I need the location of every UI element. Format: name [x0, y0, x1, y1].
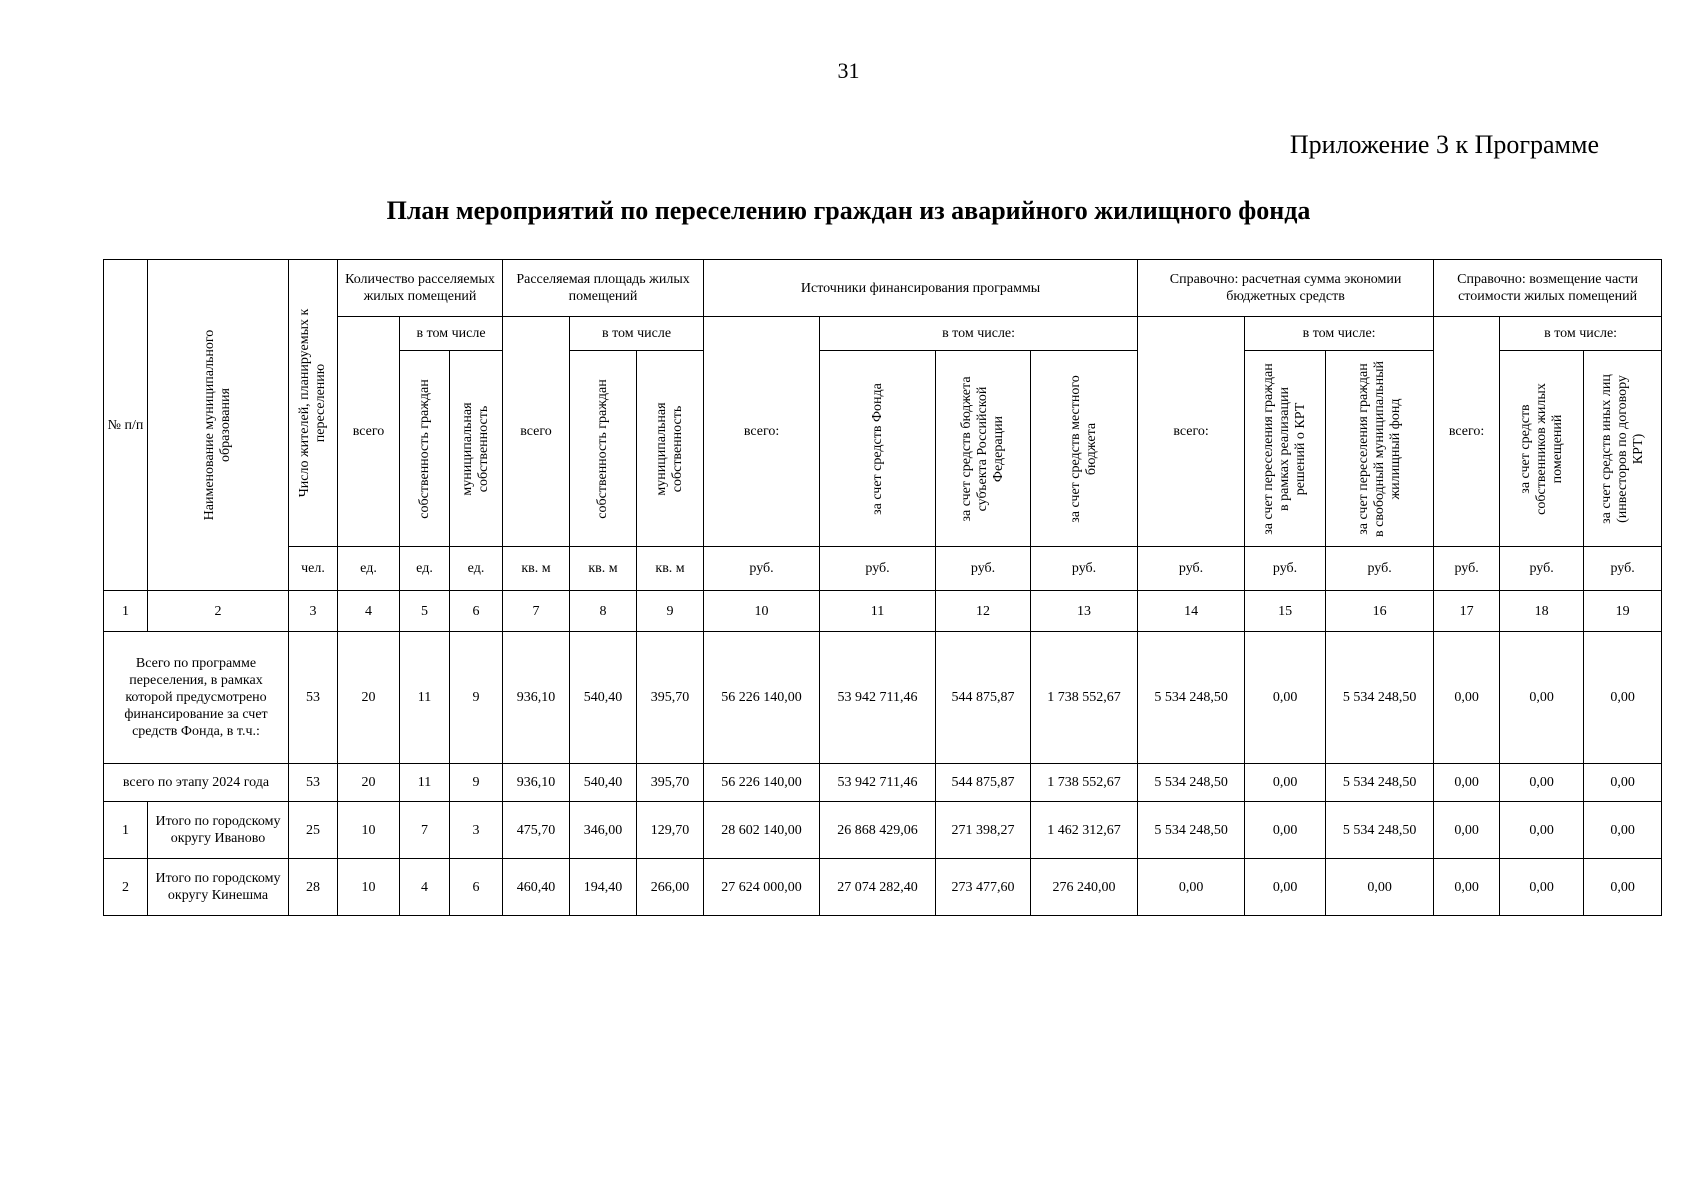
header-area-group: Расселяемая площадь жилых помещений [503, 260, 704, 317]
cell-value: 53 942 711,46 [820, 764, 936, 802]
cell-value: 0,00 [1584, 802, 1662, 859]
header-count-citizens: собственность граждан [400, 351, 450, 547]
column-number: 10 [704, 591, 820, 632]
header-compensation-group: Справочно: возмещение части стоимости жилых помещений [1434, 260, 1662, 317]
row-number: 2 [104, 859, 148, 916]
cell-value: 20 [338, 764, 400, 802]
unit-cell: руб. [1326, 547, 1434, 591]
table-row [104, 859, 1662, 916]
header-area-including: в том числе [570, 317, 704, 351]
unit-cell: руб. [1584, 547, 1662, 591]
column-number: 15 [1245, 591, 1326, 632]
unit-cell: ед. [338, 547, 400, 591]
header-area-citizens: собственность граждан [570, 351, 637, 547]
cell-value: 56 226 140,00 [704, 764, 820, 802]
cell-value: 271 398,27 [936, 802, 1031, 859]
cell-value: 266,00 [637, 859, 704, 916]
cell-value: 0,00 [1434, 632, 1500, 764]
column-number: 16 [1326, 591, 1434, 632]
unit-cell: кв. м [637, 547, 704, 591]
unit-cell: руб. [704, 547, 820, 591]
unit-cell: руб. [936, 547, 1031, 591]
row-municipality: Итого по городскому округу Иваново [148, 802, 289, 859]
header-count-including: в том числе [400, 317, 503, 351]
row-label: всего по этапу 2024 года [104, 764, 289, 802]
cell-value: 0,00 [1434, 802, 1500, 859]
header-area-municipal: муниципальная собственность [637, 351, 704, 547]
cell-value: 129,70 [637, 802, 704, 859]
header-comp-including: в том числе: [1500, 317, 1662, 351]
header-economy-group: Справочно: расчетная сумма экономии бюджетных средств [1138, 260, 1434, 317]
unit-cell: ед. [400, 547, 450, 591]
units-row [104, 547, 1662, 591]
column-number: 2 [148, 591, 289, 632]
cell-value: 5 534 248,50 [1326, 764, 1434, 802]
cell-value: 27 624 000,00 [704, 859, 820, 916]
unit-cell: кв. м [570, 547, 637, 591]
cell-value: 25 [289, 802, 338, 859]
cell-value: 544 875,87 [936, 632, 1031, 764]
cell-value: 5 534 248,50 [1138, 632, 1245, 764]
cell-value: 53 [289, 632, 338, 764]
header-count-group: Количество расселяемых жилых помещений [338, 260, 503, 317]
header-no: № п/п [104, 260, 148, 591]
unit-cell: ед. [450, 547, 503, 591]
cell-value: 5 534 248,50 [1138, 802, 1245, 859]
header-subject-budget: за счет средств бюджета субъекта Российской Федерации [936, 351, 1031, 547]
cell-value: 1 738 552,67 [1031, 764, 1138, 802]
cell-value: 26 868 429,06 [820, 802, 936, 859]
column-number: 5 [400, 591, 450, 632]
column-number: 14 [1138, 591, 1245, 632]
page-number: 31 [837, 58, 860, 83]
cell-value: 540,40 [570, 764, 637, 802]
unit-cell: руб. [1245, 547, 1326, 591]
cell-value: 9 [450, 764, 503, 802]
column-number: 13 [1031, 591, 1138, 632]
cell-value: 28 [289, 859, 338, 916]
cell-value: 53 [289, 764, 338, 802]
unit-cell: чел. [289, 547, 338, 591]
cell-value: 0,00 [1584, 764, 1662, 802]
header-residents: Число жителей, планируемых к переселению [289, 260, 338, 547]
cell-value: 11 [400, 764, 450, 802]
column-numbers-row [104, 591, 1662, 632]
cell-value: 1 462 312,67 [1031, 802, 1138, 859]
table-row [104, 632, 1662, 764]
column-number: 18 [1500, 591, 1584, 632]
unit-cell: руб. [1500, 547, 1584, 591]
header-free-fund: за счет переселения граждан в свободный муниципальный жилищный фонд [1326, 351, 1434, 547]
cell-value: 4 [400, 859, 450, 916]
cell-value: 395,70 [637, 764, 704, 802]
column-number: 8 [570, 591, 637, 632]
header-krt: за счет переселения граждан в рамках реализации решений о КРТ [1245, 351, 1326, 547]
column-number: 3 [289, 591, 338, 632]
cell-value: 0,00 [1500, 632, 1584, 764]
cell-value: 9 [450, 632, 503, 764]
cell-value: 0,00 [1434, 764, 1500, 802]
cell-value: 56 226 140,00 [704, 632, 820, 764]
cell-value: 53 942 711,46 [820, 632, 936, 764]
cell-value: 0,00 [1245, 802, 1326, 859]
cell-value: 0,00 [1245, 859, 1326, 916]
column-number: 6 [450, 591, 503, 632]
cell-value: 27 074 282,40 [820, 859, 936, 916]
header-count-total: всего [338, 317, 400, 547]
cell-value: 0,00 [1245, 632, 1326, 764]
header-investors: за счет средств иных лиц (инвесторов по договору КРТ) [1584, 351, 1662, 547]
row-label: Всего по программе переселения, в рамках которой предусмотрено финансирование за счет средств Фонда, в т.ч.: [104, 632, 289, 764]
resettlement-plan-table [103, 259, 1662, 916]
unit-cell: руб. [1031, 547, 1138, 591]
cell-value: 276 240,00 [1031, 859, 1138, 916]
cell-value: 936,10 [503, 632, 570, 764]
unit-cell: руб. [1138, 547, 1245, 591]
cell-value: 395,70 [637, 632, 704, 764]
header-econ-including: в том числе: [1245, 317, 1434, 351]
unit-cell: кв. м [503, 547, 570, 591]
column-number: 1 [104, 591, 148, 632]
header-area-total: всего [503, 317, 570, 547]
cell-value: 544 875,87 [936, 764, 1031, 802]
row-municipality: Итого по городскому округу Кинешма [148, 859, 289, 916]
cell-value: 346,00 [570, 802, 637, 859]
header-financing-group: Источники финансирования программы [704, 260, 1138, 317]
cell-value: 540,40 [570, 632, 637, 764]
cell-value: 194,40 [570, 859, 637, 916]
appendix-label: Приложение 3 к Программе [1289, 130, 1599, 159]
cell-value: 5 534 248,50 [1326, 802, 1434, 859]
table-row [104, 802, 1662, 859]
column-number: 11 [820, 591, 936, 632]
cell-value: 5 534 248,50 [1138, 764, 1245, 802]
cell-value: 0,00 [1326, 859, 1434, 916]
header-count-municipal: муниципальная собственность [450, 351, 503, 547]
column-number: 17 [1434, 591, 1500, 632]
cell-value: 273 477,60 [936, 859, 1031, 916]
header-municipality: Наименование муниципального образования [148, 260, 289, 591]
cell-value: 475,70 [503, 802, 570, 859]
cell-value: 10 [338, 859, 400, 916]
cell-value: 0,00 [1584, 632, 1662, 764]
header-owners: за счет средств собственников жилых помещений [1500, 351, 1584, 547]
cell-value: 0,00 [1500, 859, 1584, 916]
cell-value: 3 [450, 802, 503, 859]
unit-cell: руб. [820, 547, 936, 591]
cell-value: 0,00 [1584, 859, 1662, 916]
cell-value: 0,00 [1500, 802, 1584, 859]
column-number: 9 [637, 591, 704, 632]
header-econ-total: всего: [1138, 317, 1245, 547]
header-local-budget: за счет средств местного бюджета [1031, 351, 1138, 547]
document-title: План мероприятий по переселению граждан из аварийного жилищного фонда [386, 196, 1311, 225]
cell-value: 5 534 248,50 [1326, 632, 1434, 764]
cell-value: 0,00 [1138, 859, 1245, 916]
column-number: 4 [338, 591, 400, 632]
unit-cell: руб. [1434, 547, 1500, 591]
row-number: 1 [104, 802, 148, 859]
cell-value: 28 602 140,00 [704, 802, 820, 859]
column-number: 12 [936, 591, 1031, 632]
column-number: 19 [1584, 591, 1662, 632]
cell-value: 20 [338, 632, 400, 764]
cell-value: 0,00 [1434, 859, 1500, 916]
column-number: 7 [503, 591, 570, 632]
cell-value: 0,00 [1500, 764, 1584, 802]
cell-value: 460,40 [503, 859, 570, 916]
table-row [104, 764, 1662, 802]
header-fin-total: всего: [704, 317, 820, 547]
cell-value: 6 [450, 859, 503, 916]
cell-value: 11 [400, 632, 450, 764]
cell-value: 1 738 552,67 [1031, 632, 1138, 764]
cell-value: 7 [400, 802, 450, 859]
cell-value: 0,00 [1245, 764, 1326, 802]
header-fin-including: в том числе: [820, 317, 1138, 351]
header-comp-total: всего: [1434, 317, 1500, 547]
header-fund: за счет средств Фонда [820, 351, 936, 547]
cell-value: 936,10 [503, 764, 570, 802]
cell-value: 10 [338, 802, 400, 859]
